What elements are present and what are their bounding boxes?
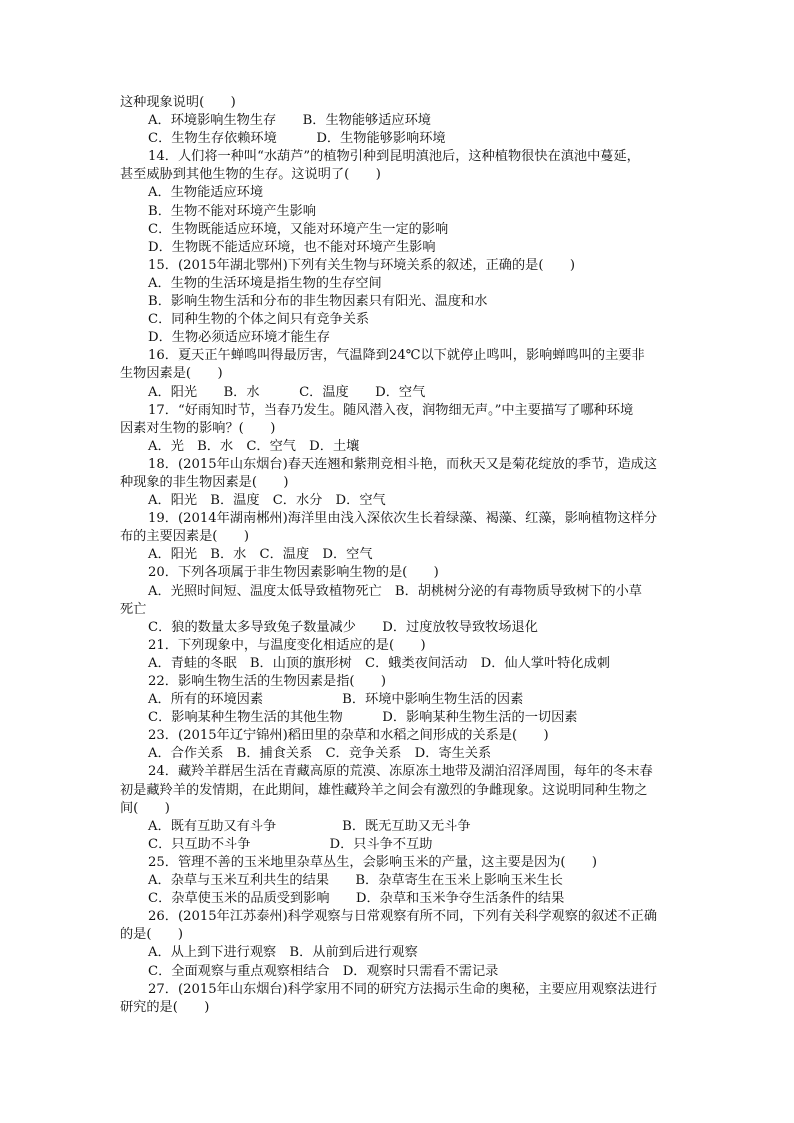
text-line: 17．“好雨知时节，当春乃发生。随风潜入夜，润物细无声。”中主要描写了哪种环境 bbox=[148, 402, 634, 418]
text-line: C．狼的数量太多导致兔子数量减少 D．过度放牧导致牧场退化 bbox=[148, 619, 538, 635]
text-line: A．所有的环境因素 B．环境中影响生物生活的因素 bbox=[148, 692, 524, 708]
text-line: 这种现象说明( ) bbox=[120, 95, 236, 110]
text-line: A．从上到下进行观察 B．从前到后进行观察 bbox=[148, 945, 418, 961]
text-line: 24．藏羚羊群居生活在青藏高原的荒漠、冻原冻土地带及湖泊沼泽周围，每年的冬末春 bbox=[148, 764, 653, 780]
text-line: 初是藏羚羊的发情期，在此期间，雄性藏羚羊之间会有激烈的争雌现象。这说明同种生物之 bbox=[120, 782, 648, 798]
text-line: B．影响生物生活和分布的非生物因素只有阳光、温度和水 bbox=[148, 294, 488, 310]
text-line: 15．(2015年湖北鄂州)下列有关生物与环境关系的叙述，正确的是( ) bbox=[148, 257, 575, 273]
text-line: 27．(2015年山东烟台)科学家用不同的研究方法揭示生命的奥秘，主要应用观察法进行 bbox=[148, 981, 658, 997]
text-line: C．同种生物的个体之间只有竞争关系 bbox=[148, 312, 370, 328]
text-line: 21．下列现象中，与温度变化相适应的是( ) bbox=[148, 637, 426, 653]
text-line: C．只互助不斗争 D．只斗争不互助 bbox=[148, 836, 433, 852]
text-line: A．光照时间短、温度太低导致植物死亡 B．胡桃树分泌的有毒物质导致树下的小草 bbox=[148, 583, 642, 599]
text-line: 间( ) bbox=[120, 800, 170, 816]
text-line: C．杂草使玉米的品质受到影响 D．杂草和玉米争夺生活条件的结果 bbox=[148, 891, 565, 907]
text-line: A．阳光 B．温度 C．水分 D．空气 bbox=[148, 493, 386, 509]
text-line: C．生物生存依赖环境 D．生物能够影响环境 bbox=[148, 131, 446, 147]
text-line: A．既有互助又有斗争 B．既无互助又无斗争 bbox=[148, 818, 471, 834]
text-line: D．生物必须适应环境才能生存 bbox=[148, 330, 331, 346]
text-line: B．生物不能对环境产生影响 bbox=[148, 203, 316, 219]
text-line: 26．(2015年江苏泰州)科学观察与日常观察有所不同，下列有关科学观察的叙述不正确 bbox=[148, 909, 658, 925]
text-line: 死亡 bbox=[120, 601, 147, 617]
text-line: 布的主要因素是( ) bbox=[120, 529, 249, 545]
text-line: 生物因素是( ) bbox=[120, 366, 223, 382]
exam-page-text bbox=[120, 94, 676, 1017]
text-line: 19．(2014年湖南郴州)海洋里由浅入深依次生长着绿藻、褐藻、红藻，影响植物这样分 bbox=[148, 511, 658, 527]
text-line: C．生物既能适应环境，又能对环境产生一定的影响 bbox=[148, 221, 449, 237]
text-line: A．杂草与玉米互利共生的结果 B．杂草寄生在玉米上影响玉米生长 bbox=[148, 873, 563, 889]
text-line: 的是( ) bbox=[120, 927, 184, 943]
text-line: C．全面观察与重点观察相结合 D．观察时只需看不需记录 bbox=[148, 963, 499, 979]
text-line: 18．(2015年山东烟台)春天连翘和紫荆竞相斗艳，而秋天又是菊花绽放的季节，造成这 bbox=[148, 456, 658, 472]
text-line: A．生物的生活环境是指生物的生存空间 bbox=[148, 275, 382, 291]
text-line: C．影响某种生物生活的其他生物 D．影响某种生物生活的一切因素 bbox=[148, 710, 578, 726]
text-line: 23．(2015年辽宁锦州)稻田里的杂草和水稻之间形成的关系是( ) bbox=[148, 728, 549, 744]
text-line: 16．夏天正午蝉鸣叫得最厉害，气温降到24℃以下就停止鸣叫，影响蝉鸣叫的主要非 bbox=[148, 348, 645, 364]
text-line: A．合作关系 B．捕食关系 C．竞争关系 D．寄生关系 bbox=[148, 746, 492, 762]
text-line: A．环境影响生物生存 B．生物能够适应环境 bbox=[148, 113, 431, 129]
text-line: A．阳光 B．水 C．温度 D．空气 bbox=[148, 384, 426, 400]
text-line: D．生物既不能适应环境，也不能对环境产生影响 bbox=[148, 239, 436, 255]
text-line: 22．影响生物生活的生物因素是指( ) bbox=[148, 674, 387, 689]
text-line: 种现象的非生物因素是( ) bbox=[120, 474, 289, 490]
text-line: A．光 B．水 C．空气 D．土壤 bbox=[148, 438, 360, 454]
text-line: 14．人们将一种叫“水葫芦”的植物引种到昆明滇池后，这种植物很快在滇池中蔓延， bbox=[148, 149, 640, 165]
text-line: 因素对生物的影响？( ) bbox=[120, 420, 276, 436]
text-line: 20．下列各项属于非生物因素影响生物的是( ) bbox=[148, 565, 439, 581]
text-line: 研究的是( ) bbox=[120, 999, 210, 1015]
text-line: A．生物能适应环境 bbox=[148, 185, 264, 201]
text-line: A．阳光 B．水 C．温度 D．空气 bbox=[148, 547, 373, 563]
text-line: 甚至威胁到其他生物的生存。这说明了( ) bbox=[120, 167, 381, 183]
text-line: 25．管理不善的玉米地里杂草丛生，会影响玉米的产量，这主要是因为( ) bbox=[148, 854, 598, 870]
text-line: A．青蛙的冬眠 B．山顶的旗形树 C．蛾类夜间活动 D．仙人掌叶特化成刺 bbox=[148, 655, 610, 671]
